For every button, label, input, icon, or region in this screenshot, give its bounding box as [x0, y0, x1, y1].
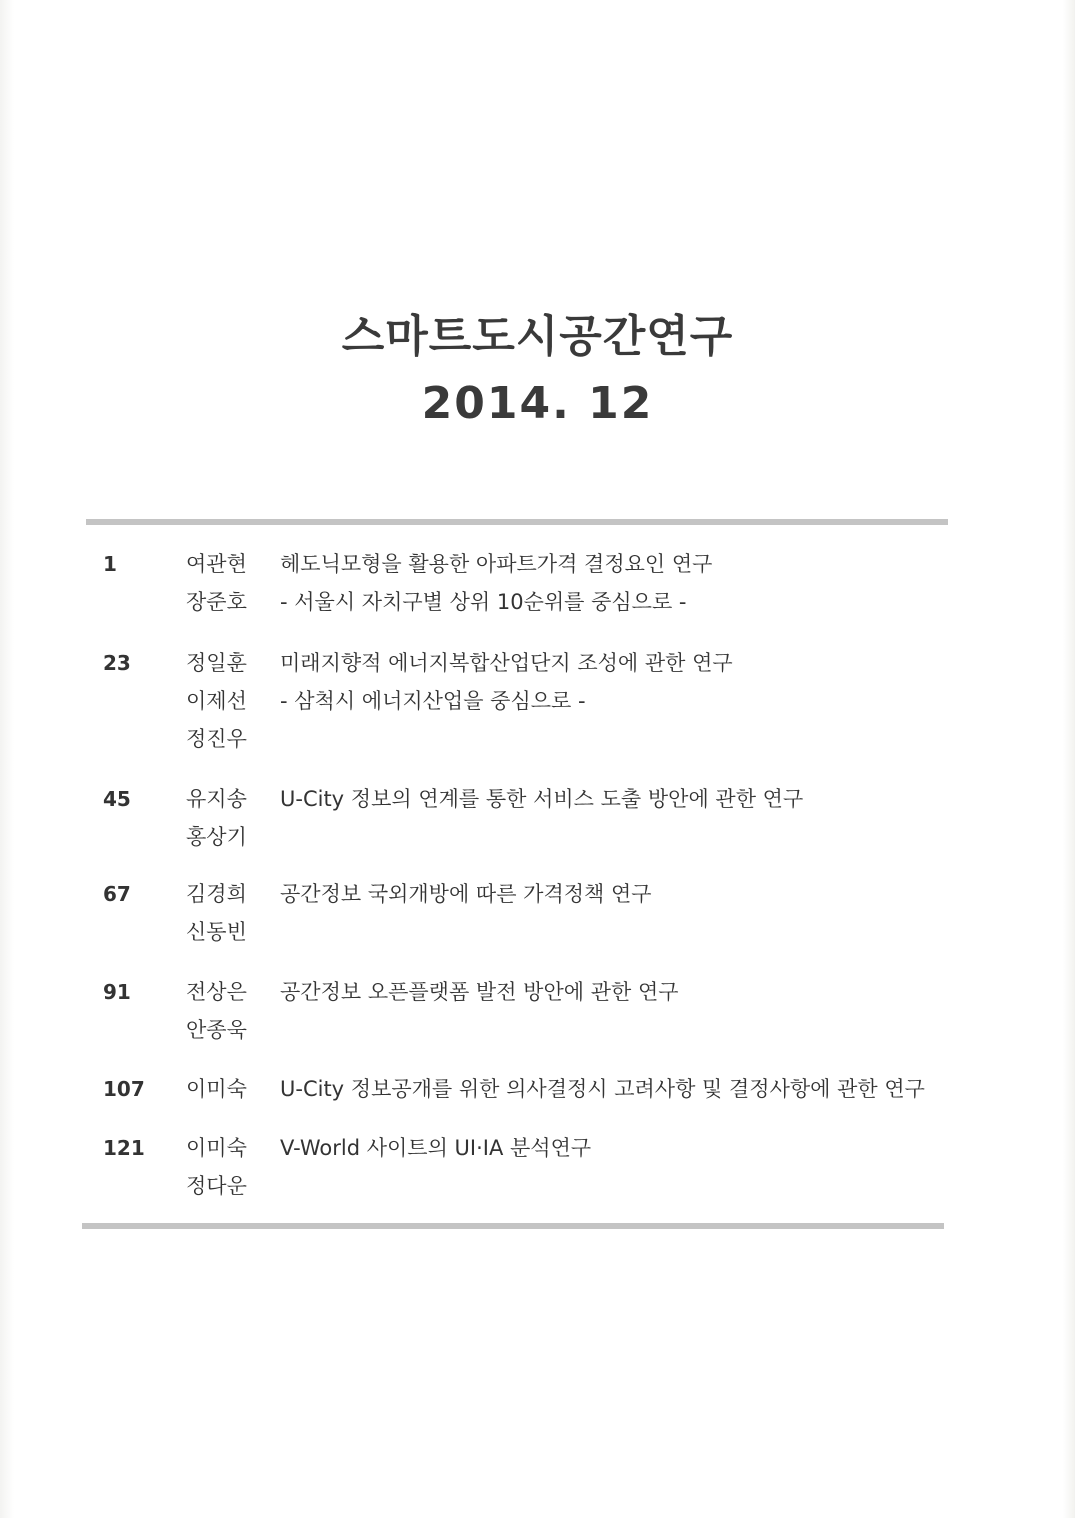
article-title	[280, 1077, 1000, 1115]
author-list	[186, 787, 266, 863]
page-number: 1	[103, 552, 117, 576]
article-title-line: U-City 정보의 연계를 통한 서비스 도출 방안에 관한 연구	[280, 787, 804, 811]
author-name: 신동빈	[186, 920, 247, 944]
page-number: 67	[103, 882, 131, 906]
author-name: 이미숙	[186, 1077, 247, 1101]
issue-date: 2014. 12	[421, 378, 654, 429]
author-name: 정진우	[186, 727, 247, 751]
scan-edge-left	[0, 0, 14, 1518]
bottom-divider	[82, 1223, 944, 1229]
author-name: 정일훈	[186, 651, 247, 675]
journal-title: 스마트도시공간연구	[341, 311, 734, 362]
author-list	[186, 651, 266, 765]
author-name: 전상은	[186, 980, 247, 1004]
author-name: 정다운	[186, 1174, 247, 1198]
author-name: 이제선	[186, 689, 247, 713]
article-subtitle-line: - 삼척시 에너지산업을 중심으로 -	[280, 689, 586, 713]
article-title-line: 헤도닉모형을 활용한 아파트가격 결정요인 연구	[280, 552, 713, 576]
article-title	[280, 552, 1000, 628]
article-title-line: V-World 사이트의 UI·IA 분석연구	[280, 1136, 592, 1160]
author-list	[186, 980, 266, 1056]
article-title	[280, 651, 1000, 727]
author-name: 김경희	[186, 882, 247, 906]
article-title-line: 공간정보 국외개방에 따른 가격정책 연구	[280, 882, 652, 906]
author-name: 여관현	[186, 552, 247, 576]
article-title	[280, 882, 1000, 920]
page-number: 45	[103, 787, 131, 811]
author-list	[186, 882, 266, 958]
author-name: 홍상기	[186, 825, 247, 849]
page-number: 91	[103, 980, 131, 1004]
article-title-line: U-City 정보공개를 위한 의사결정시 고려사항 및 결정사항에 관한 연구	[280, 1077, 925, 1101]
article-title	[280, 1136, 1000, 1174]
article-subtitle-line: - 서울시 자치구별 상위 10순위를 중심으로 -	[280, 590, 687, 614]
article-title	[280, 980, 1000, 1018]
author-list	[186, 1136, 266, 1212]
page-number: 23	[103, 651, 131, 675]
scan-edge-right	[1063, 0, 1075, 1518]
author-name: 장준호	[186, 590, 247, 614]
author-name: 유지송	[186, 787, 247, 811]
article-title-line: 공간정보 오픈플랫폼 발전 방안에 관한 연구	[280, 980, 679, 1004]
author-name: 안종욱	[186, 1018, 247, 1042]
author-list	[186, 552, 266, 628]
author-name: 이미숙	[186, 1136, 247, 1160]
article-title	[280, 787, 1000, 825]
article-title-line: 미래지향적 에너지복합산업단지 조성에 관한 연구	[280, 651, 733, 675]
top-divider	[86, 519, 948, 525]
page-number: 107	[103, 1077, 145, 1101]
author-list	[186, 1077, 266, 1115]
page-number: 121	[103, 1136, 145, 1160]
